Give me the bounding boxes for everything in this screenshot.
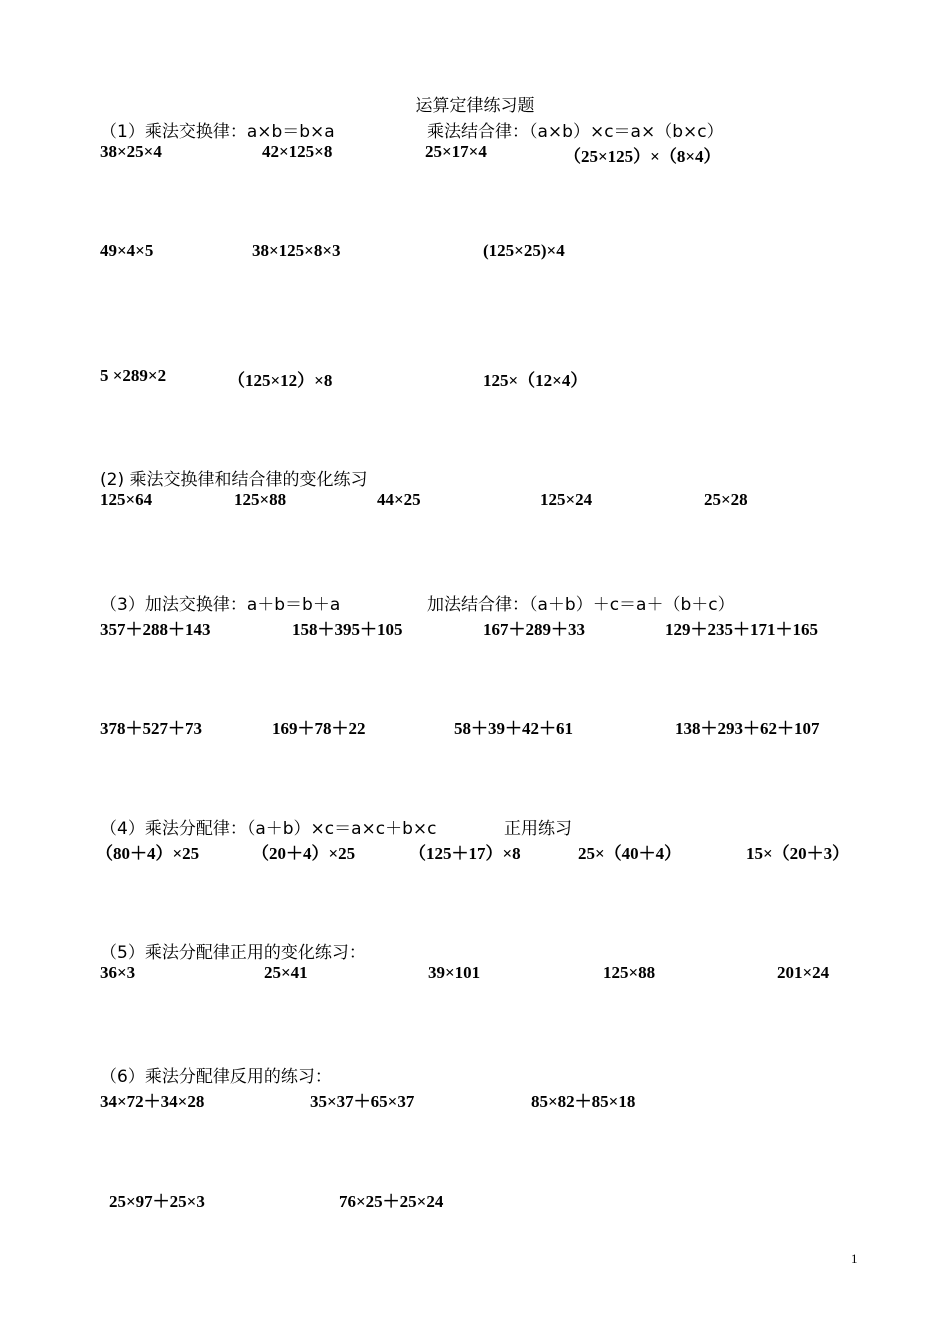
exercise: (125×25)×4 xyxy=(483,241,565,260)
exercise: 201×24 xyxy=(777,963,830,982)
section-3-heading xyxy=(100,590,735,615)
exercise: 357＋288＋143 xyxy=(100,620,211,639)
section-4-rule: （4）乘法分配律：（a＋b）×c＝a×c＋b×c xyxy=(100,819,437,839)
exercise: 76×25＋25×24 xyxy=(339,1192,444,1211)
exercise: （25×125）×（8×4） xyxy=(564,147,721,166)
exercise: 167＋289＋33 xyxy=(483,620,585,639)
exercise: 44×25 xyxy=(377,490,421,509)
exercise: 125×24 xyxy=(540,490,593,509)
section-1-rule: （1）乘法交换律：a×b＝b×a xyxy=(100,122,335,142)
exercise: 129＋235＋171＋165 xyxy=(665,620,818,639)
exercise: 35×37＋65×37 xyxy=(310,1092,415,1111)
section-3-rule2: 加法结合律：（a＋b）＋c＝a＋（b＋c） xyxy=(427,595,735,615)
exercise: 36×3 xyxy=(100,963,136,982)
exercise: 42×125×8 xyxy=(262,142,333,161)
section-5-heading: （5）乘法分配律正用的变化练习： xyxy=(100,943,366,963)
exercise: 138＋293＋62＋107 xyxy=(675,719,820,738)
section-4-heading xyxy=(100,814,572,839)
exercise: 378＋527＋73 xyxy=(100,719,202,738)
exercise: 85×82＋85×18 xyxy=(531,1092,636,1111)
exercise: 25×（40＋4） xyxy=(578,844,682,863)
exercise: 125×（12×4） xyxy=(483,371,588,390)
exercise: 34×72＋34×28 xyxy=(100,1092,205,1111)
section-1-rule2: 乘法结合律：（a×b）×c＝a×（b×c） xyxy=(427,122,724,142)
exercise: （80＋4）×25 xyxy=(96,844,200,863)
exercise: 169＋78＋22 xyxy=(272,719,366,738)
section-1-heading xyxy=(100,117,724,142)
section-4-tag: 正用练习 xyxy=(504,819,572,839)
section-3-rule: （3）加法交换律：a＋b＝b＋a xyxy=(100,595,341,615)
section-2-heading: (2) 乘法交换律和结合律的变化练习 xyxy=(100,470,368,490)
exercise: 158＋395＋105 xyxy=(292,620,403,639)
exercise: 125×88 xyxy=(234,490,287,509)
exercise: 5 ×289×2 xyxy=(100,366,167,385)
section-6-heading: （6）乘法分配律反用的练习： xyxy=(100,1067,332,1087)
exercise: （125＋17）×8 xyxy=(409,844,521,863)
exercise: （125×12）×8 xyxy=(228,371,333,390)
exercise: 58＋39＋42＋61 xyxy=(454,719,573,738)
exercise: 125×88 xyxy=(603,963,656,982)
exercise: （20＋4）×25 xyxy=(252,844,356,863)
exercise: 25×28 xyxy=(704,490,748,509)
exercise: 39×101 xyxy=(428,963,481,982)
exercise: 25×41 xyxy=(264,963,308,982)
exercise: 15×（20＋3） xyxy=(746,844,850,863)
page-number: 1 xyxy=(851,1251,858,1266)
exercise: 38×125×8×3 xyxy=(252,241,341,260)
exercise: 25×17×4 xyxy=(425,142,487,161)
exercise: 49×4×5 xyxy=(100,241,154,260)
exercise: 25×97＋25×3 xyxy=(109,1192,205,1211)
exercise: 125×64 xyxy=(100,490,153,509)
page-title: 运算定律练习题 xyxy=(415,96,535,116)
exercise: 38×25×4 xyxy=(100,142,162,161)
